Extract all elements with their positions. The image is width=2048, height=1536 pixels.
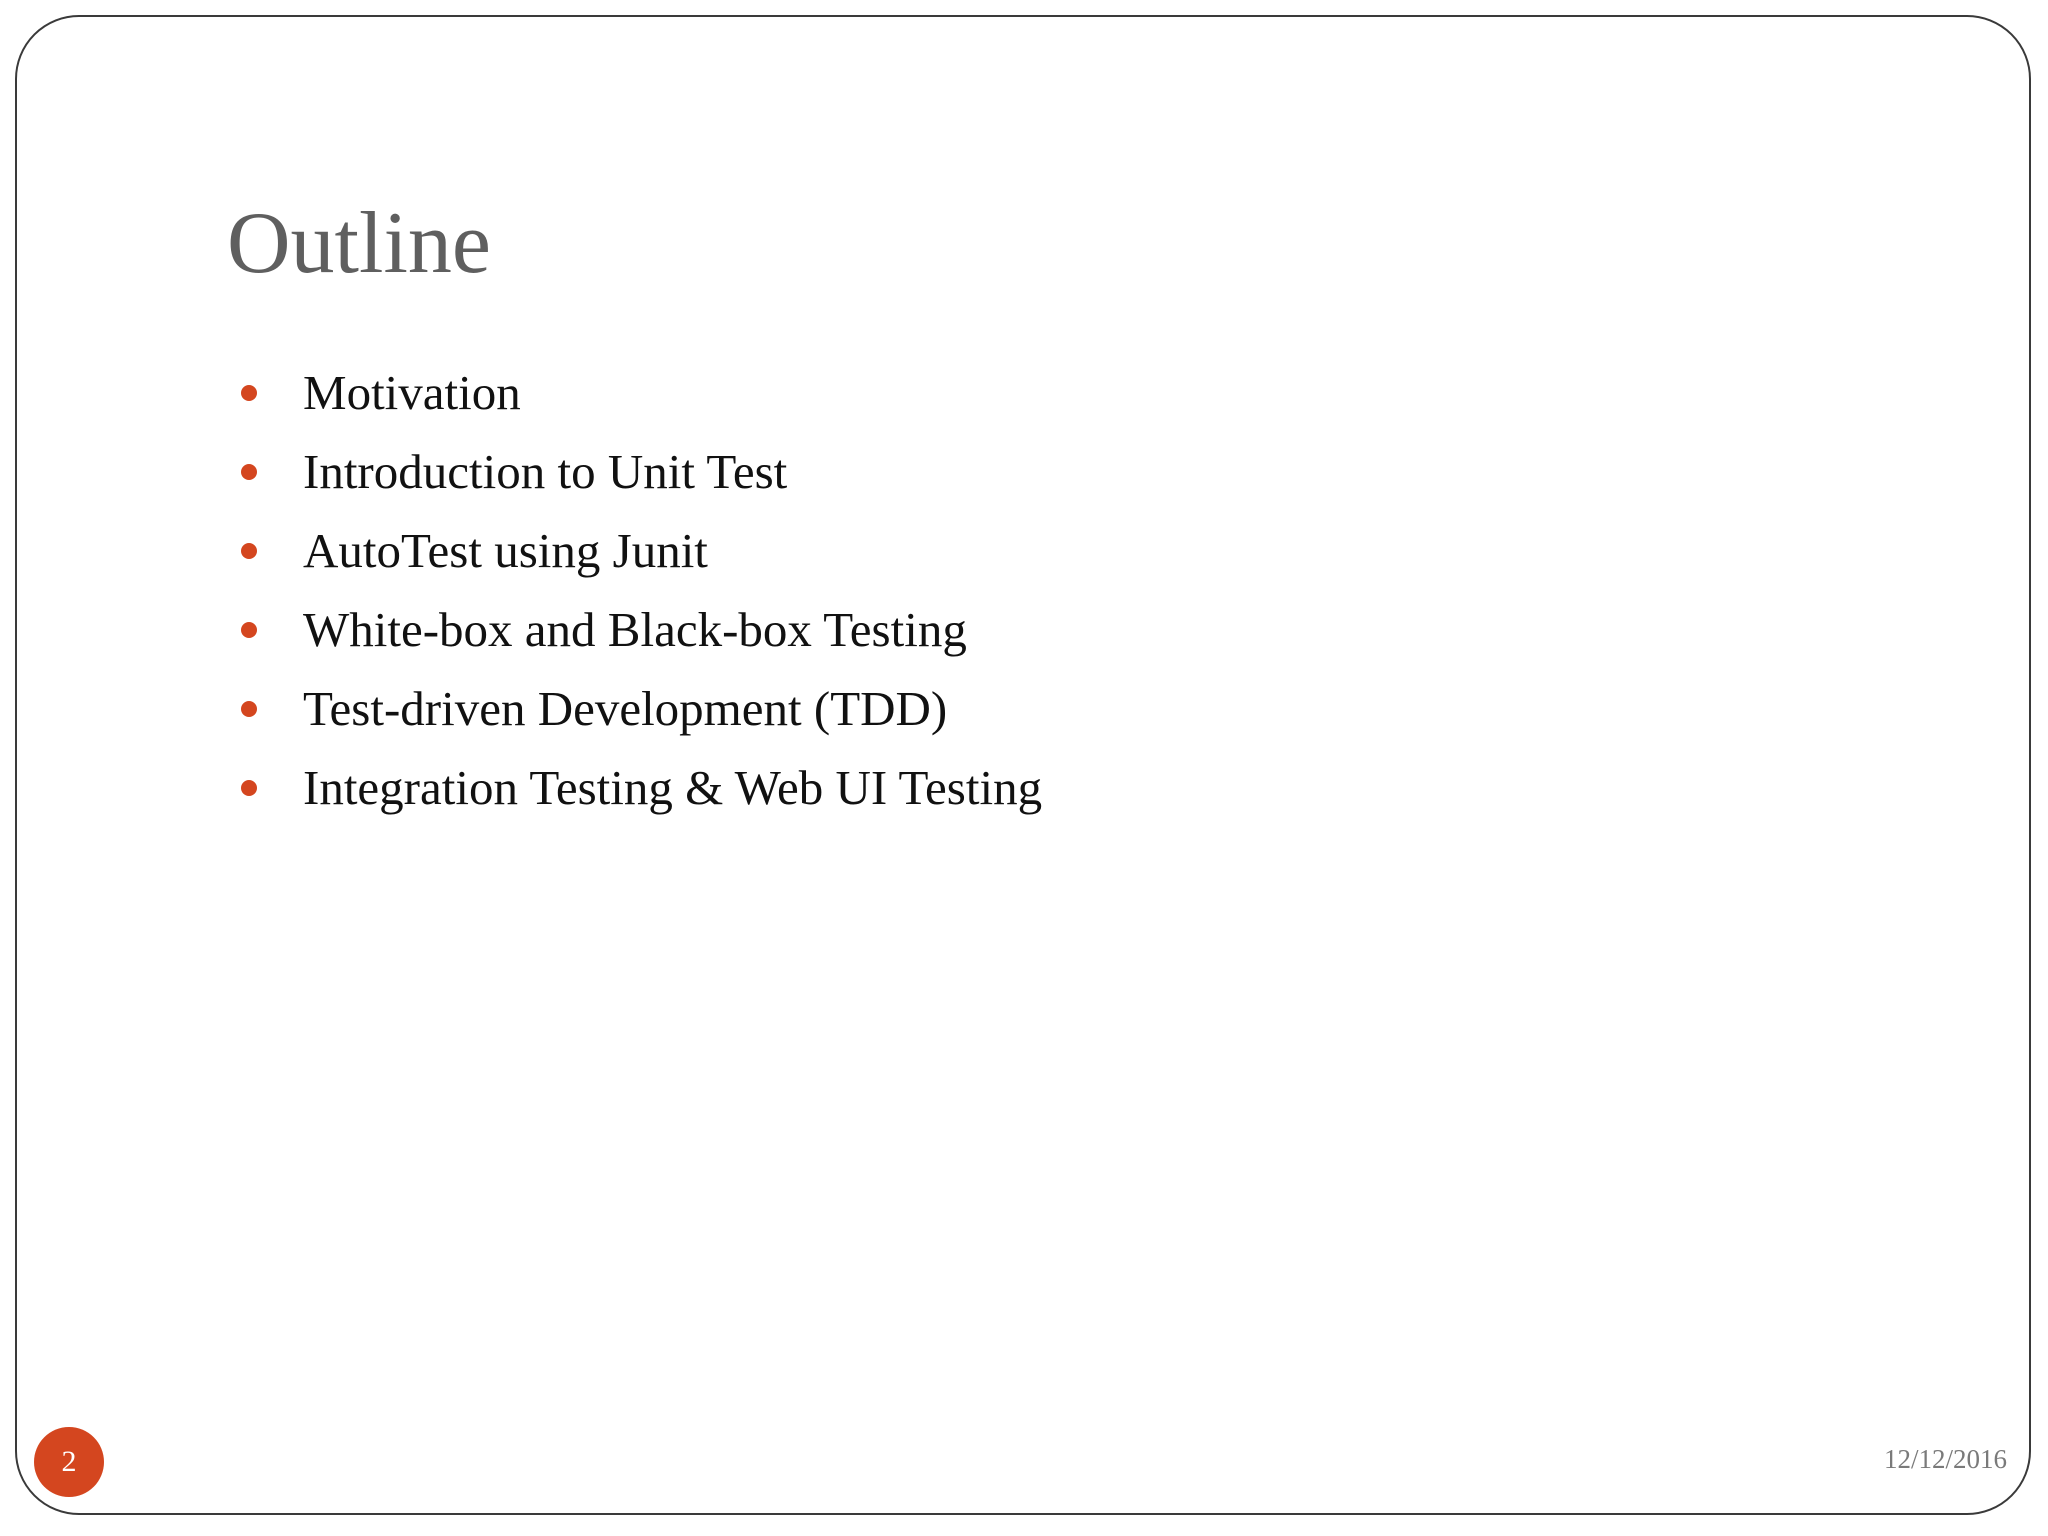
list-item xyxy=(227,432,1042,511)
list-item xyxy=(227,669,1042,748)
list-item xyxy=(227,511,1042,590)
slide-title: Outline xyxy=(227,195,491,292)
bullet-text: Introduction to Unit Test xyxy=(303,444,788,499)
bullet-dot-icon xyxy=(241,464,257,480)
bullet-text: AutoTest using Junit xyxy=(303,523,708,578)
slide xyxy=(15,15,2031,1515)
list-item xyxy=(227,590,1042,669)
bullet-dot-icon xyxy=(241,543,257,559)
list-item xyxy=(227,748,1042,827)
bullet-text: Motivation xyxy=(303,365,521,420)
page-number-badge: 2 xyxy=(34,1427,104,1497)
footer-date: 12/12/2016 xyxy=(1883,1444,2007,1474)
bullet-dot-icon xyxy=(241,385,257,401)
bullet-text: Integration Testing & Web UI Testing xyxy=(303,760,1043,815)
bullet-text: Test-driven Development (TDD) xyxy=(303,681,948,736)
bullet-dot-icon xyxy=(241,622,257,638)
bullet-dot-icon xyxy=(241,780,257,796)
bullet-list xyxy=(227,353,1042,827)
list-item xyxy=(227,353,1042,432)
bullet-dot-icon xyxy=(241,701,257,717)
bullet-text: White-box and Black-box Testing xyxy=(303,602,967,657)
